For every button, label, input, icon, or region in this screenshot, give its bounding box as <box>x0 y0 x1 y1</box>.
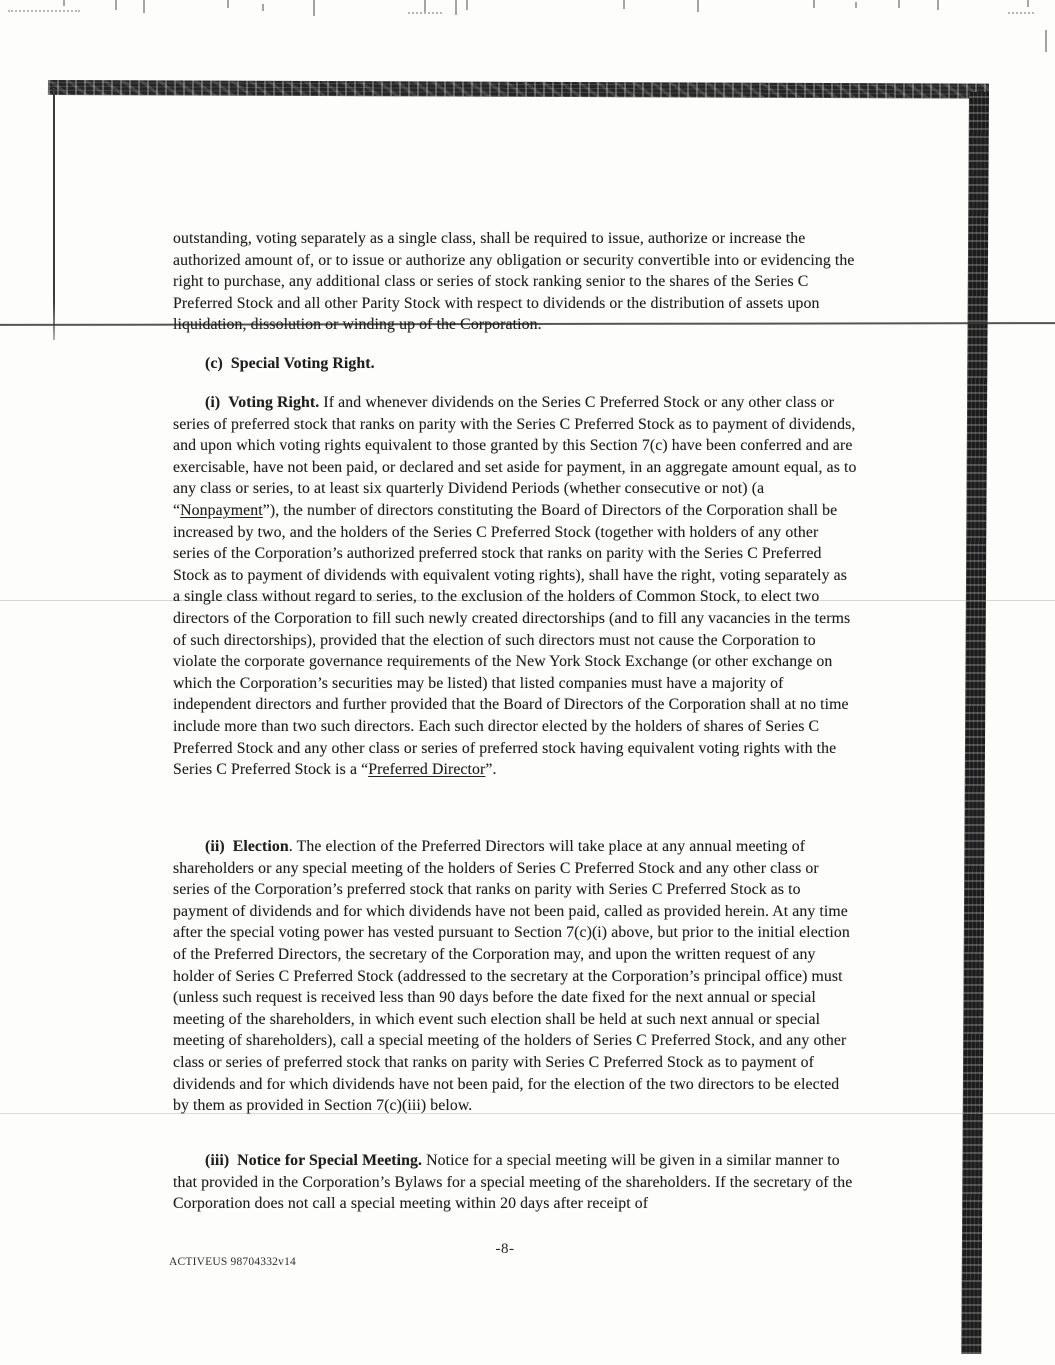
scan-speck <box>898 0 900 8</box>
scan-speck <box>455 0 457 15</box>
para-election <box>173 836 857 1117</box>
scan-speck <box>937 0 939 10</box>
scan-speck <box>115 0 117 10</box>
scan-dotted-segment <box>408 12 442 14</box>
scan-speck <box>1045 30 1047 52</box>
scan-speck <box>466 0 468 10</box>
scan-dotted-segment <box>1008 12 1034 14</box>
para-voting-right <box>173 392 857 781</box>
scan-speck <box>143 0 145 13</box>
text-segment: . The election of the Preferred Directors will take place at any annual meeting of shareholders or any special meeting of the holders of Series C Preferred Stock and any other class or series of the Corporation’s preferred stock that ranks on parity with Series C Preferred Stock as to payment of dividends and for which dividends have not been paid, called as provided herein. At any time after the special voting power has vested pursuant to Section 7(c)(i) above, but prior to the initial election of the Preferred Directors, the secretary of the Corporation may, and upon the written request of any holder of Series C Preferred Stock (addressed to the secretary at the Corporation’s principal office) must (unless such request is received less than 90 days before the date fixed for the next annual or special meeting of the shareholders, in which event such election shall be held at such next annual or special meeting of shareholders), call a special meeting of the holders of Series C Preferred Stock, and any other class or series of preferred stock that ranks on parity with Series C Preferred Stock as to payment of dividends and for which dividends have not been paid, for the election of the two directors to be elected by them as provided in Section 7(c)(iii) below. <box>173 838 850 1115</box>
page-number: -8- <box>495 1241 515 1257</box>
text-segment: (i) Voting Right. <box>205 394 320 411</box>
text-segment: Nonpayment <box>180 501 263 519</box>
scan-speck <box>623 0 625 9</box>
text-segment: outstanding, voting separately as a single class, shall be required to issue, authorize or increase the authorized amount of, or to issue or authorize any obligation or security convertible into or evidencing the right to purchase, any additional class or series of stock ranking senior to the shares of the Series C Preferred Stock and all other Parity Stock with respect to dividends or the distribution of assets upon liquidation, dissolution or winding up of the Corporation. <box>173 230 855 334</box>
text-segment: (c) Special Voting Right. <box>205 355 375 372</box>
scan-speck <box>227 0 229 8</box>
scan-dotted-segment <box>8 10 80 12</box>
scan-right-edge-bar <box>961 92 989 1354</box>
scan-speck <box>262 4 264 11</box>
heading-special-voting-right <box>173 353 857 375</box>
text-segment: (ii) Election <box>205 838 289 855</box>
scan-left-border-line <box>53 88 55 340</box>
scan-speck <box>1027 0 1029 7</box>
text-segment: Preferred Director <box>368 761 486 779</box>
scan-speck <box>697 0 699 12</box>
para-intro <box>173 228 857 336</box>
scan-speck <box>313 0 315 16</box>
text-segment: ”), the number of directors constituting the Board of Directors of the Corporation shall be increased by two, and the holders of the Series C Preferred Stock (together with holders of any other series of the Corporation’s authorized preferred stock that ranks on parity with the Series C Preferred Stock as to payment of dividends with equivalent voting rights), shall have the right, voting separately as a single class without regard to series, to the exclusion of the holders of Common Stock, to elect two directors of the Corporation to fill such newly created directorships (and to fill any vacancies in the terms of such directorships), provided that the election of such directors must not cause the Corporation to violate the corporate governance requirements of the New York Stock Exchange (or other exchange on which the Corporation’s securities may be listed) that listed companies must have a majority of independent directors and further provided that the Board of Directors of the Corporation shall at no time include more than two such directors. Each such director elected by the holders of shares of Series C Preferred Stock and any other class or series of preferred stock having equivalent voting rights with the Series C Preferred Stock is a “ <box>173 501 851 779</box>
scan-speck <box>813 0 815 8</box>
text-segment: (iii) Notice for Special Meeting. <box>205 1152 423 1169</box>
scan-speck <box>855 2 857 8</box>
text-segment: If and whenever dividends on the Series C Preferred Stock or any other class or series of preferred stock that ranks on parity with the Series C Preferred Stock as to payment of dividends, and upon which voting rights equivalent to those granted by this Section 7(c) have been conferred and are exercisable, have not been paid, or declared and set aside for payment, in an aggregate amount equal, as to any class or series, to at least six quarterly Dividend Periods (whether consecutive or not) (a “ <box>173 394 857 519</box>
scan-speck <box>63 0 65 6</box>
text-segment: Notice for a special meeting will be given in a similar manner to that provided in the Corporation’s Bylaws for a special meeting of the shareholders. If the secretary of the Corporation does not call a special meeting within 20 days after receipt of <box>173 1152 853 1213</box>
scan-speck <box>424 0 426 12</box>
para-notice-special-meeting <box>173 1150 857 1215</box>
document-id-stamp: ACTIVEUS 98704332v14 <box>169 1256 296 1268</box>
scan-top-border-bar <box>48 80 989 99</box>
text-segment: ”. <box>485 761 497 779</box>
